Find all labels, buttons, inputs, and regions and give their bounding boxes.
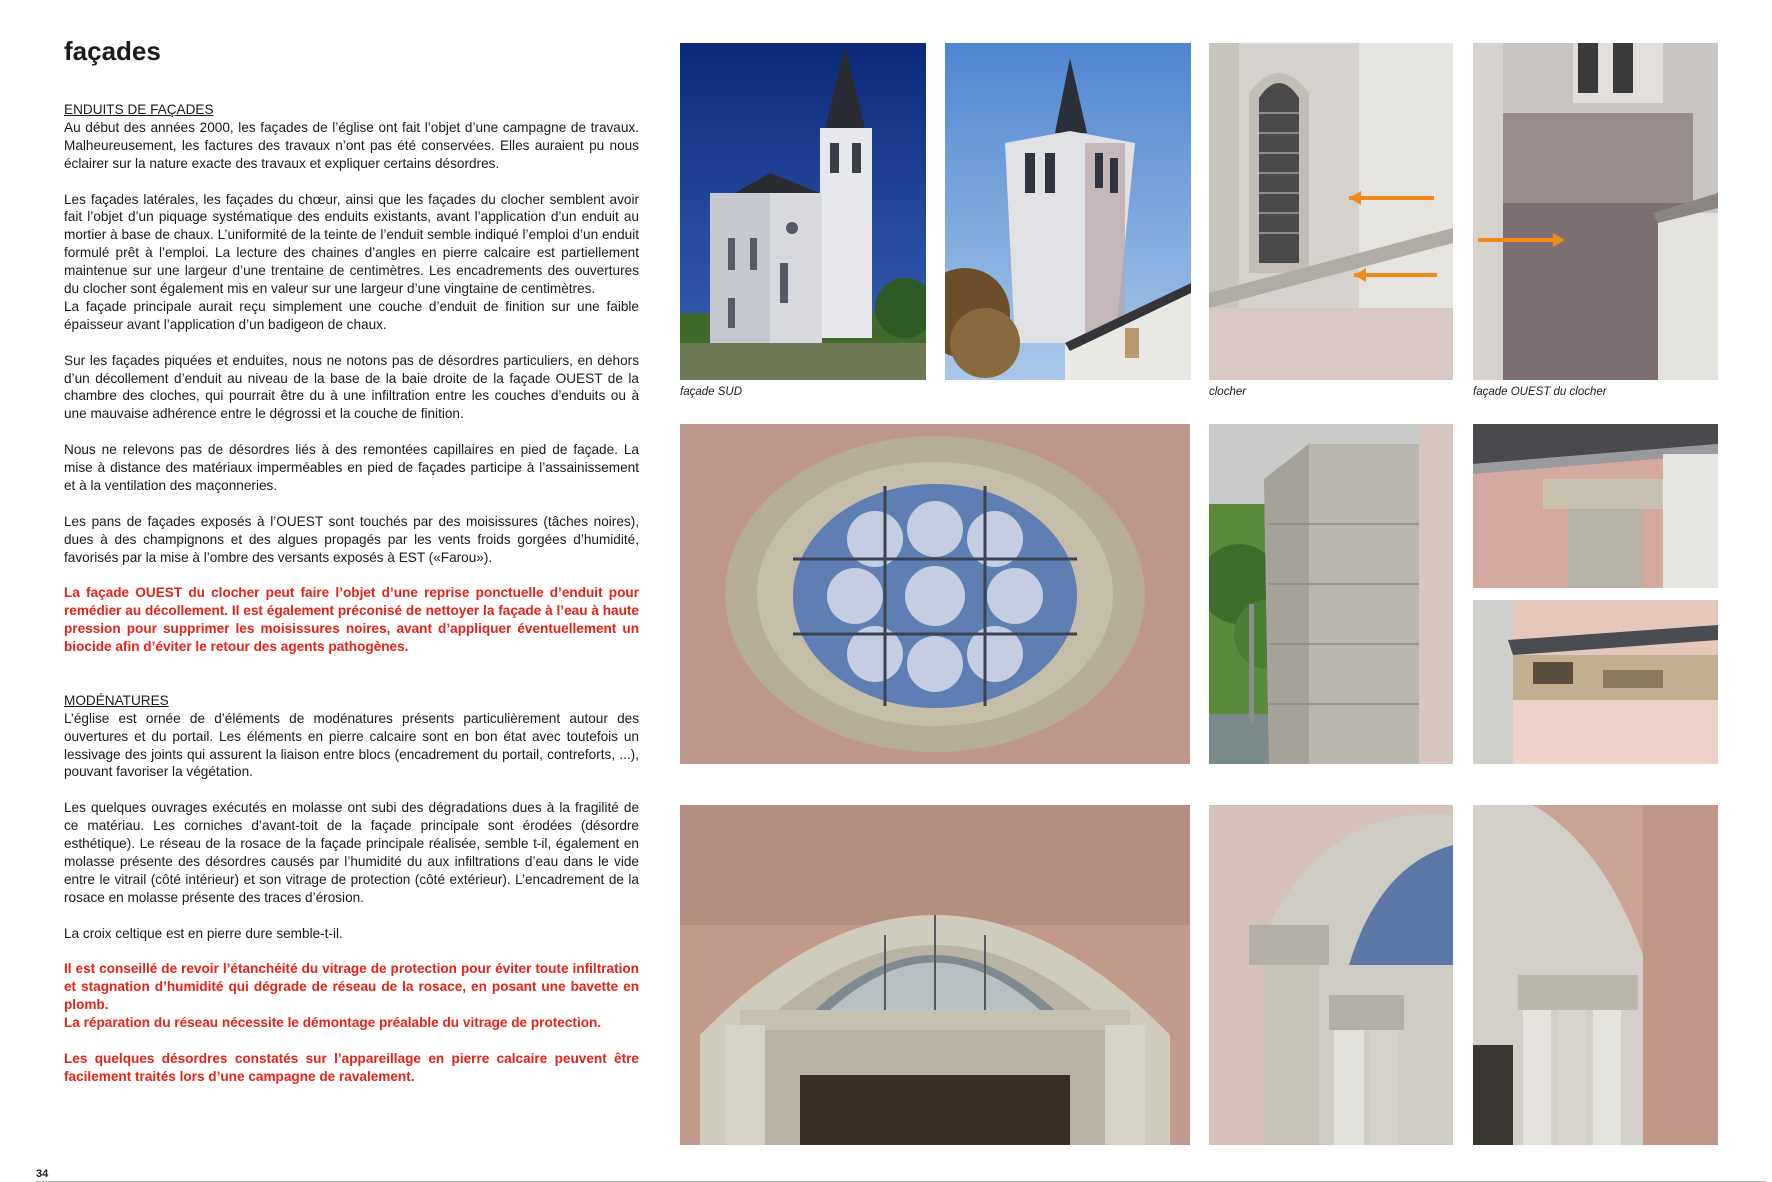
paragraph: Sur les façades piquées et enduites, nous ne notons pas de désordres particuliers, en dehors d’un décollement d’enduit au niveau de la base de la baie droite de la façade OUEST de la chambre des cloches, qui pourrait être du à une infiltration entre les couches d’enduits ou à une mauvaise adhérence entre le dégrossi et la couche de finition.: [64, 352, 639, 422]
photo-chapiteaux-2: [1473, 805, 1718, 1145]
caption-facade-ouest: façade OUEST du clocher: [1473, 386, 1607, 398]
section-heading-modenatures: MODÉNATURES: [64, 692, 169, 708]
recommendation-rosace: Il est conseillé de revoir l’étanchéité du vitrage de protection pour éviter toute infiltration et stagnation d’humidité qui dégrade de réseau de la rosace, en posant une bavette en plomb.: [64, 961, 639, 1013]
recommendation-reseau: La réparation du réseau nécessite le démontage préalable du vitrage de protection.: [64, 1015, 602, 1031]
paragraph: Les pans de façades exposés à l’OUEST sont touchés par des moisissures (tâches noires), dues à des champignons et des algues propagés par les vents froids gorgées d’humidité, favorisés par la mise à l’ombre des versants exposés à EST («Farou»).: [64, 513, 639, 565]
paragraph: Nous ne relevons pas de désordres liés à des remontées capillaires en pied de façade. La mise à distance des matériaux imperméables en pied de façades participe à l’assainissement et à la ventilation des maçonneries.: [64, 442, 639, 493]
paragraph: L’église est ornée de d’éléments de modénatures présents particulièrement autour des ouvertures et du portail. Les éléments en pierre calcaire sont en bon état avec toutefois un lessivage des joints qui assurent la liaison entre blocs (encadrement du portail, contreforts, ...), pouvant favoriser la végétation.: [64, 710, 639, 780]
photo-facade-ouest-clocher: [1473, 43, 1718, 380]
caption-facade-sud: façade SUD: [680, 386, 743, 398]
paragraph: La croix celtique est en pierre dure semble-t-il.: [64, 925, 343, 941]
recommendation-pierre: Les quelques désordres constatés sur l’appareillage en pierre calcaire peuvent être facilement traités lors d’une campagne de ravalement.: [64, 1050, 639, 1084]
page-number: 34: [36, 1168, 49, 1180]
photo-chapiteaux-1: [1209, 805, 1453, 1145]
paragraph: Les façades latérales, les façades du chœur, ainsi que les façades du clocher semblent avoir fait l’objet d’un piquage systématique des enduits existants, avant l’application d’un enduit au mortier à base de chaux. L’uniformité de la teinte de l’enduit semble indiqué l’emploi d’un enduit formulé prêt à l’emploi. La lecture des chaines d’angles en pierre calcaire est partiellement maintenue sur une largeur d’une trentaine de centimètres. Les encadrements des ouvertures du clocher sont également mis en valeur sur une largeur d’une vingtaine de centimètres.: [64, 191, 639, 297]
photo-rosace: [680, 424, 1190, 764]
photo-clocher-bleu: [945, 43, 1191, 380]
page-title: façades: [64, 36, 161, 66]
photo-facade-sud: [680, 43, 926, 380]
paragraph: Les quelques ouvrages exécutés en molasse ont subi des dégradations dues à la fragilité de ce matériau. Les corniches d’avant-toit de la façade principale sont érodées (désordre esthétique). Le réseau de la rosace de la façade principale réalisée, semble t-il, également en molasse présente des désordres causés par l’humidité du aux infiltrations d’eau dans le vide entre le vitrail (côté intérieur) et son vitrage de protection (côté extérieur). L’encadrement de la rosace en molasse présente des traces d’érosion.: [64, 800, 639, 905]
paragraph: La façade principale aurait reçu simplement une couche d’enduit de finition sur une faible épaisseur avant l’application d’un badigeon de chaux.: [64, 298, 639, 332]
photo-portail: [680, 805, 1190, 1145]
photo-corniche-1: [1473, 424, 1718, 588]
section-heading-enduits: ENDUITS DE FAÇADES: [64, 102, 214, 117]
caption-clocher: clocher: [1209, 386, 1247, 398]
text-column: [64, 101, 639, 1104]
recommendation-enduits: La façade OUEST du clocher peut faire l’objet d’une reprise ponctuelle d’enduit pour remédier au décollement. Il est également préconisé de nettoyer la façade à l’eau à haute pression pour supprimer les moisissures noires, avant d’appliquer éventuellement un biocide afin d’éviter le retour des agents pathogènes.: [64, 585, 639, 655]
photo-clocher-detail: [1209, 43, 1453, 380]
photo-contrefort: [1209, 424, 1453, 764]
paragraph: Au début des années 2000, les façades de l’église ont fait l’objet d’une campagne de travaux. Malheureusement, les factures des travaux n’ont pas été conservées. Elles auraient pu nous éclairer sur la nature exacte des travaux et expliquer certains désordres.: [64, 119, 639, 171]
photo-corniche-2: [1473, 600, 1718, 764]
